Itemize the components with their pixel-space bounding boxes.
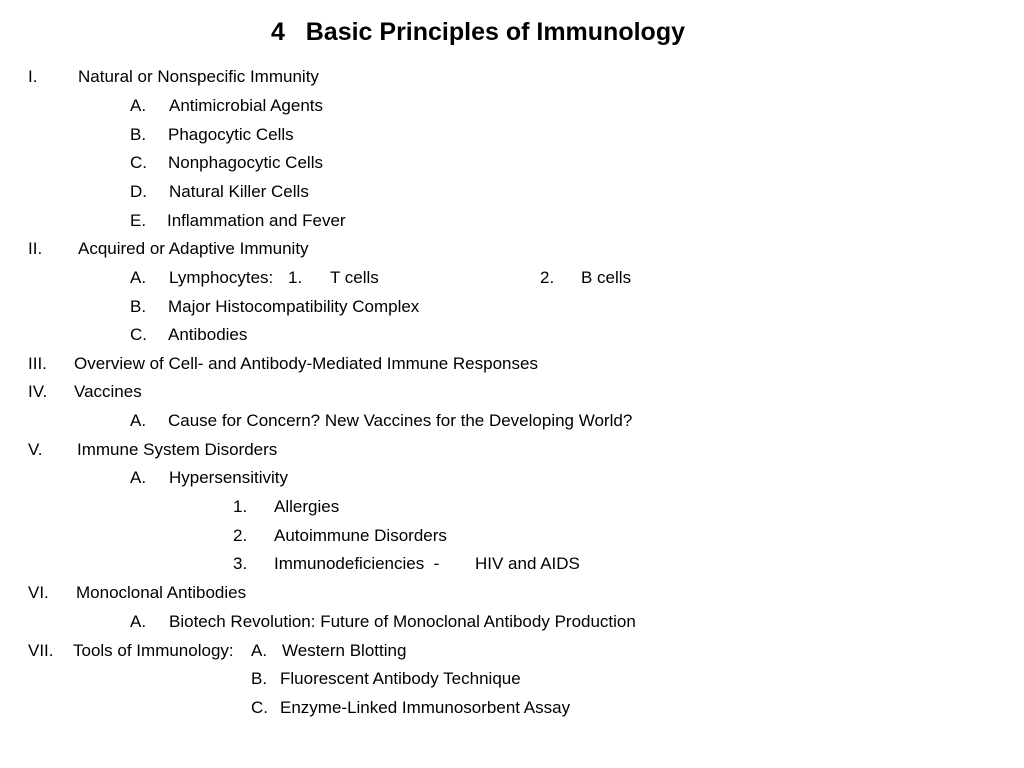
item-number: VII. [28,641,54,660]
item-text: Autoimmune Disorders [274,526,447,545]
sub-item-text: Western Blotting [282,641,407,660]
item-number: B. [130,125,147,144]
item-text: Major Histocompatibility Complex [168,297,420,316]
item-number: B. [130,297,147,316]
item-number: C. [130,325,147,344]
outline-item-ii-a [0,267,1024,289]
item-number: B. [251,669,268,688]
outline-item-iv [0,381,1024,403]
outline-item-vi-a [0,611,1024,633]
item-number: III. [28,354,47,373]
sub-item-text: B cells [581,268,632,287]
sub-item-text: T cells [330,268,379,287]
sub-item-number: A. [251,641,268,660]
item-text: Tools of Immunology: [73,641,234,660]
outline-item-v-a [0,467,1024,489]
outline-item-v-a-1 [0,496,1024,518]
item-text: Cause for Concern? New Vaccines for the Developing World? [168,411,633,430]
item-number: A. [130,468,147,487]
outline-item-i-a [0,95,1024,117]
item-number: IV. [28,382,48,401]
item-number: A. [130,96,147,115]
item-text: Monoclonal Antibodies [76,583,247,602]
item-text: Biotech Revolution: Future of Monoclonal Antibody Production [169,612,636,631]
item-number: I. [28,67,38,86]
page-title: 4 Basic Principles of Immunology [271,18,685,46]
outline-item-iv-a [0,410,1024,432]
outline-item-i-d [0,181,1024,203]
outline-item-ii-b [0,296,1024,318]
item-text: Lymphocytes: [169,268,274,287]
item-text: Hypersensitivity [169,468,289,487]
item-number: A. [130,268,147,287]
item-text: Phagocytic Cells [168,125,294,144]
item-extra-text: HIV and AIDS [475,554,580,573]
outline-item-v-a-3 [0,553,1024,575]
outline-item-ii [0,238,1024,260]
item-text: Overview of Cell- and Antibody-Mediated Immune Responses [74,354,538,373]
item-number: 2. [233,526,248,545]
item-text: Enzyme-Linked Immunosorbent Assay [280,698,571,717]
item-text: Acquired or Adaptive Immunity [78,239,309,258]
item-text: Immunodeficiencies - [274,554,440,573]
outline-item-v [0,439,1024,461]
item-text: Natural or Nonspecific Immunity [78,67,319,86]
outline-item-iii [0,353,1024,375]
outline-item-vii-c [0,697,1024,719]
item-text: Fluorescent Antibody Technique [280,669,521,688]
outline-item-vii-b [0,668,1024,690]
item-text: Inflammation and Fever [167,211,346,230]
item-number: VI. [28,583,49,602]
outline-item-vi [0,582,1024,604]
outline-item-vii [0,640,1024,662]
item-number: II. [28,239,43,258]
outline-item-i-e [0,210,1024,232]
outline-item-i-b [0,124,1024,146]
sub-item-number: 1. [288,268,303,287]
item-text: Nonphagocytic Cells [168,153,323,172]
item-text: Allergies [274,497,340,516]
item-number: 1. [233,497,248,516]
item-number: V. [28,440,43,459]
item-number: C. [251,698,268,717]
item-text: Antimicrobial Agents [169,96,324,115]
sub-item-number: 2. [540,268,555,287]
item-text: Immune System Disorders [77,440,278,459]
item-number: 3. [233,554,248,573]
outline-item-ii-c [0,324,1024,346]
item-number: E. [130,211,147,230]
item-number: D. [130,182,147,201]
item-text: Antibodies [168,325,248,344]
item-number: C. [130,153,147,172]
outline-item-i [0,66,1024,88]
outline-item-i-c [0,152,1024,174]
outline-item-v-a-2 [0,525,1024,547]
item-number: A. [130,612,147,631]
item-number: A. [130,411,147,430]
item-text: Natural Killer Cells [169,182,309,201]
item-text: Vaccines [74,382,142,401]
